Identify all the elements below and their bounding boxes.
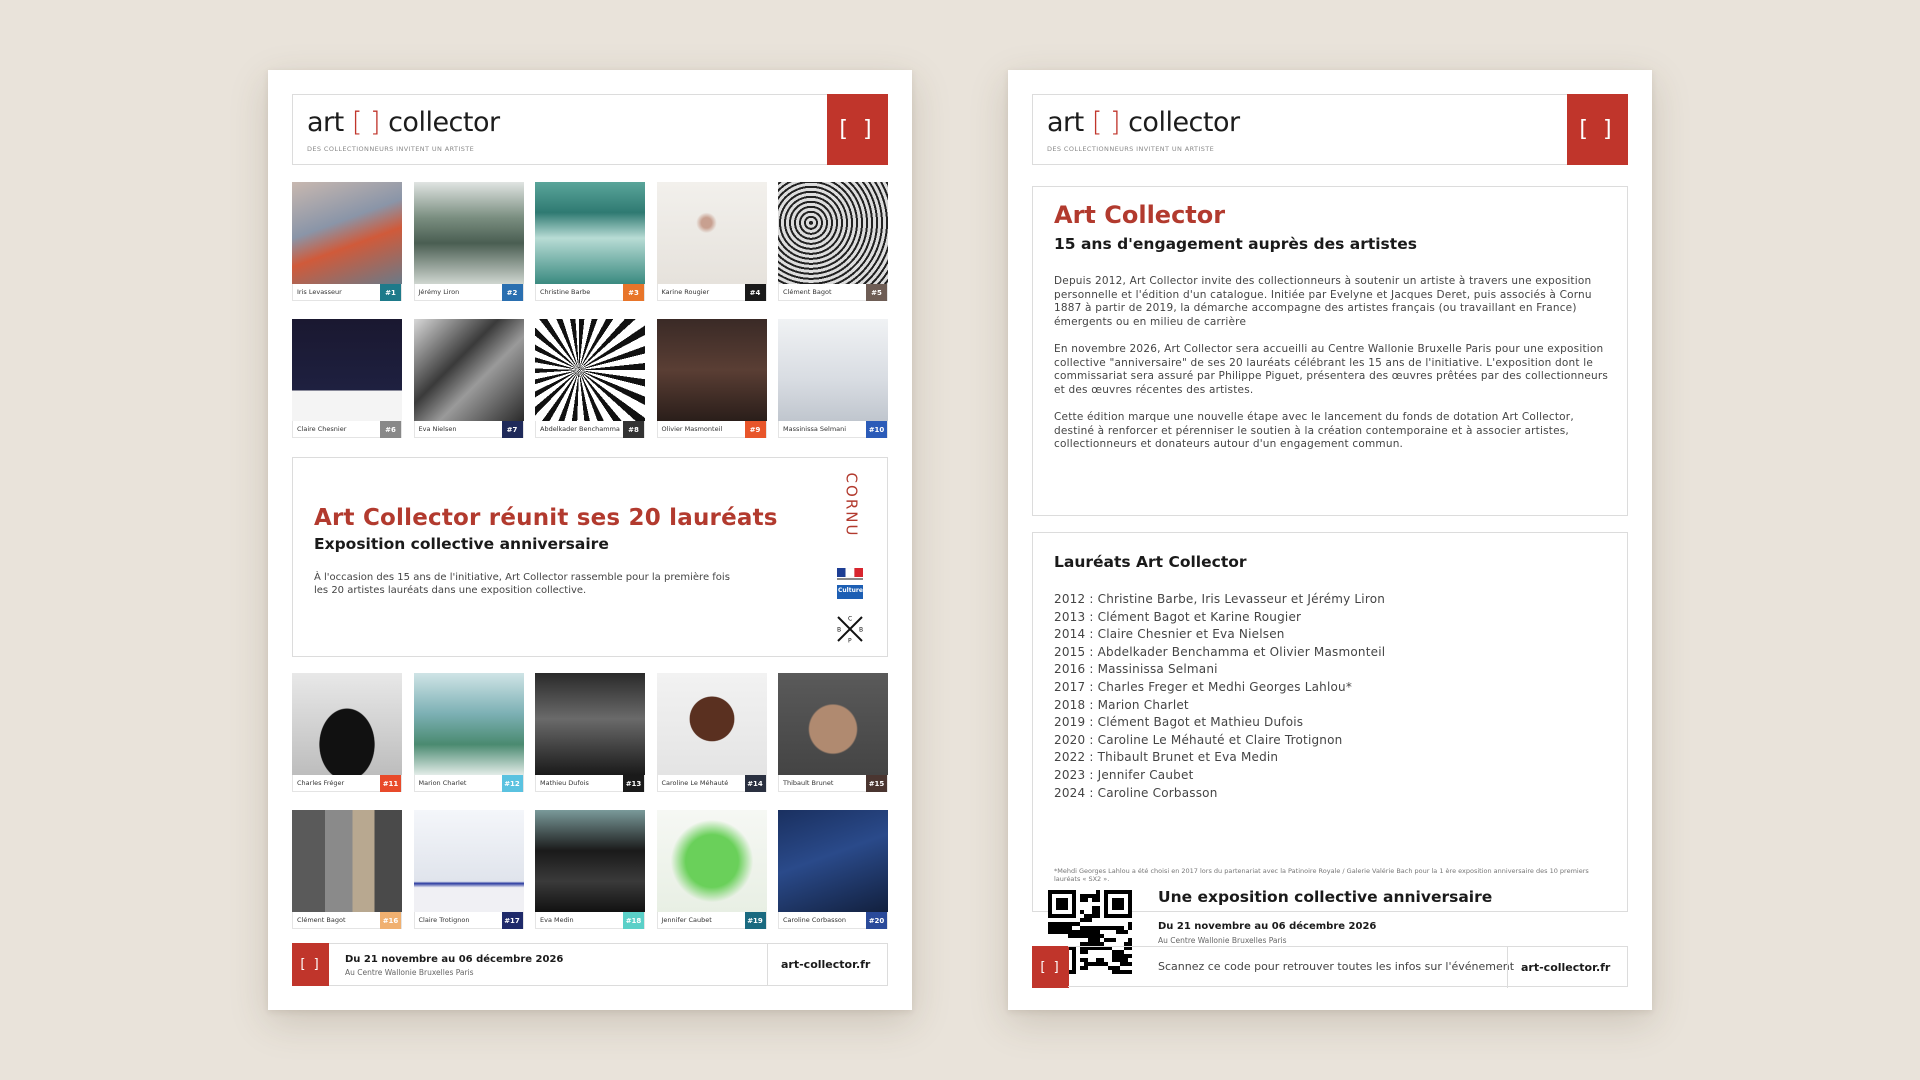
laureate-entry: 2013 : Clément Bagot et Karine Rougier: [1054, 609, 1302, 624]
artist-tile: [778, 182, 888, 303]
artist-caption: [657, 284, 767, 301]
artist-caption: [292, 775, 402, 792]
artist-tile: [292, 673, 402, 794]
artwork-image: [414, 810, 524, 912]
artist-number-badge: #7: [502, 421, 523, 438]
artwork-image: [657, 319, 767, 421]
back-venue: Au Centre Wallonie Bruxelles Paris: [1158, 936, 1287, 945]
artist-number-badge: #20: [866, 912, 887, 929]
artist-number-badge: #1: [380, 284, 401, 301]
artist-number-badge: #2: [502, 284, 523, 301]
artist-caption: [535, 912, 645, 929]
laureate-entry: 2024 : Caroline Corbasson: [1054, 785, 1218, 800]
artist-number-badge: #18: [623, 912, 644, 929]
artwork-image: [657, 673, 767, 775]
artist-name: Caroline Le Méhauté: [661, 779, 729, 787]
artist-tile: [657, 673, 767, 794]
artist-caption: [414, 284, 524, 301]
artist-name: Thibault Brunet: [783, 779, 834, 787]
front-title: Art Collector réunit ses 20 lauréats: [314, 505, 778, 531]
laureates-footnote: *Mehdi Georges Lahlou a été choisi en 2017 lors du partenariat avec la Patinoire Royale / Galerie Valérie Bach pour la 1 ère exposition anniversaire des 10 premiers lauréats « SX2 ».: [1054, 867, 1589, 883]
artist-number-badge: #14: [745, 775, 766, 792]
artist-tile: [414, 319, 524, 440]
artist-tile: [778, 319, 888, 440]
artwork-image: [778, 182, 888, 284]
about-paragraph-2: En novembre 2026, Art Collector sera accueilli au Centre Wallonie Bruxelle Paris pour une exposition collective "anniversaire" de ses 20 lauréats célébrant les 15 ans de l'initiative. L'exposition dont le commissariat sera assuré par Philippe Piguet, présentera des œuvres prêtées par des collectionneurs et des œuvres récentes des artistes.: [1054, 343, 1609, 396]
artist-number-badge: #15: [866, 775, 887, 792]
artist-number-badge: #17: [502, 912, 523, 929]
back-footer: [1068, 946, 1628, 987]
artist-caption: [778, 775, 888, 792]
logo-square-mark: [ ]: [827, 94, 888, 165]
artist-tile: [535, 319, 645, 440]
artwork-image: [292, 182, 402, 284]
laureate-entry: 2015 : Abdelkader Benchamma et Olivier Masmonteil: [1054, 644, 1386, 659]
artist-name: Jennifer Caubet: [661, 916, 712, 924]
artwork-image: [535, 319, 645, 421]
artist-number-badge: #10: [866, 421, 887, 438]
footer-square-mark: [ ]: [292, 943, 329, 986]
about-paragraph-1: Depuis 2012, Art Collector invite des collectionneurs à soutenir un artiste à travers une exposition personnelle et l'édition d'un catalogue. Initiée par Evelyne et Jacques Deret, puis associés à Cornu 1887 à partir de 2019, la démarche accompagne des artistes français (ou travaillant en France) émergents ou en milieu de carrière: [1054, 275, 1592, 328]
laureates-list: [1054, 591, 1385, 802]
artist-name: Olivier Masmonteil: [661, 425, 723, 433]
tagline: DES COLLECTIONNEURS INVITENT UN ARTISTE: [1047, 145, 1215, 153]
artwork-image: [414, 673, 524, 775]
artwork-image: [778, 810, 888, 912]
artist-tile: [657, 810, 767, 931]
artwork-image: [292, 319, 402, 421]
artist-tile: [657, 319, 767, 440]
artist-number-badge: #5: [866, 284, 887, 301]
artist-name: Claire Chesnier: [297, 425, 347, 433]
artist-caption: [292, 421, 402, 438]
artwork-image: [414, 182, 524, 284]
laureate-entry: 2012 : Christine Barbe, Iris Levasseur et Jérémy Liron: [1054, 592, 1386, 606]
artist-caption: [778, 284, 888, 301]
artist-number-badge: #13: [623, 775, 644, 792]
artist-name: Eva Nielsen: [418, 425, 457, 433]
artist-tile: [535, 673, 645, 794]
artist-caption: [292, 284, 402, 301]
laureate-entry: 2019 : Clément Bagot et Mathieu Dufois: [1054, 715, 1304, 730]
laureate-entry: 2018 : Marion Charlet: [1054, 697, 1189, 712]
artist-number-badge: #8: [623, 421, 644, 438]
logo: art [ ] collector: [307, 107, 500, 138]
artist-number-badge: #12: [502, 775, 523, 792]
artwork-image: [292, 810, 402, 912]
svg-text:P: P: [848, 637, 852, 644]
artist-name: Caroline Corbasson: [783, 916, 846, 924]
laureate-entry: 2017 : Charles Freger et Medhi Georges Lahlou*: [1054, 679, 1353, 694]
laureate-entry: 2022 : Thibault Brunet et Eva Medin: [1054, 750, 1279, 765]
flyer-front: [268, 70, 912, 1010]
laureate-entry: 2020 : Caroline Le Méhauté et Claire Trotignon: [1054, 732, 1343, 747]
artist-tile: [778, 673, 888, 794]
svg-text:B: B: [859, 626, 864, 634]
website-link[interactable]: art-collector.fr: [781, 958, 871, 971]
artwork-image: [778, 319, 888, 421]
artist-caption: [535, 284, 645, 301]
website-link[interactable]: art-collector.fr: [1521, 961, 1611, 974]
artwork-image: [657, 810, 767, 912]
laureate-entry: 2023 : Jennifer Caubet: [1054, 767, 1194, 782]
artist-caption: [778, 912, 888, 929]
svg-text:B: B: [837, 626, 842, 634]
artist-tile: [414, 182, 524, 303]
artist-name: Jérémy Liron: [418, 288, 460, 296]
front-subtitle: Exposition collective anniversaire: [314, 535, 609, 553]
artist-name: Mathieu Dufois: [540, 779, 589, 787]
artist-name: Karine Rougier: [661, 288, 710, 296]
artist-name: Iris Levasseur: [297, 288, 342, 296]
laureate-entry: 2014 : Claire Chesnier et Eva Nielsen: [1054, 627, 1285, 642]
artist-caption: [657, 912, 767, 929]
artwork-image: [535, 182, 645, 284]
artist-tile: [535, 810, 645, 931]
artist-number-badge: #4: [745, 284, 766, 301]
artist-number-badge: #19: [745, 912, 766, 929]
artist-name: Clément Bagot: [783, 288, 832, 296]
artist-caption: [292, 912, 402, 929]
front-footer: [292, 943, 888, 986]
footer-venue: Au Centre Wallonie Bruxelles Paris: [345, 968, 474, 977]
artist-tile: [414, 673, 524, 794]
artist-name: Eva Medin: [540, 916, 574, 924]
about-box: [1032, 186, 1628, 516]
artist-number-badge: #3: [623, 284, 644, 301]
front-text: À l'occasion des 15 ans de l'initiative, Art Collector rassemble pour la première fois les 20 artistes lauréats dans une exposition collective.: [314, 572, 730, 596]
logo: art [ ] collector: [1047, 107, 1240, 138]
back-header: [1032, 94, 1628, 165]
laureates-title: Lauréats Art Collector: [1054, 553, 1247, 571]
artist-name: Massinissa Selmani: [783, 425, 847, 433]
footer-date: Du 21 novembre au 06 décembre 2026: [345, 954, 564, 965]
artist-tile: [535, 182, 645, 303]
artist-grid-bottom: [292, 673, 888, 931]
tagline: DES COLLECTIONNEURS INVITENT UN ARTISTE: [307, 145, 475, 153]
artist-tile: [292, 810, 402, 931]
flyer-back: [1008, 70, 1652, 1010]
republique-francaise-logo: [837, 568, 863, 580]
artwork-image: [778, 673, 888, 775]
scan-instruction: Scannez ce code pour retrouver toutes les infos sur l'événement: [1158, 960, 1515, 973]
artist-name: Clément Bagot: [297, 916, 346, 924]
artist-name: Claire Trotignon: [418, 916, 470, 924]
artist-tile: [292, 319, 402, 440]
laureate-entry: 2016 : Massinissa Selmani: [1054, 662, 1218, 677]
artwork-image: [535, 810, 645, 912]
footer-square-mark: [ ]: [1032, 946, 1069, 988]
front-header: [292, 94, 888, 165]
about-title: Art Collector: [1054, 201, 1226, 229]
artwork-image: [292, 673, 402, 775]
artist-caption: [414, 775, 524, 792]
artist-name: Marion Charlet: [418, 779, 467, 787]
artist-number-badge: #16: [380, 912, 401, 929]
artist-caption: [778, 421, 888, 438]
about-subtitle: 15 ans d'engagement auprès des artistes: [1054, 235, 1417, 253]
artist-number-badge: #11: [380, 775, 401, 792]
back-date: Du 21 novembre au 06 décembre 2026: [1158, 921, 1377, 932]
artist-grid-top: [292, 182, 888, 440]
artwork-image: [535, 673, 645, 775]
front-info-box: [292, 457, 888, 657]
artist-name: Christine Barbe: [540, 288, 591, 296]
sponsor-logos: [833, 474, 873, 644]
artwork-image: [414, 319, 524, 421]
artist-caption: [657, 421, 767, 438]
artist-caption: [414, 912, 524, 929]
cbbp-logo: [835, 614, 865, 644]
artist-caption: [657, 775, 767, 792]
svg-text:C: C: [848, 615, 853, 623]
artist-tile: [657, 182, 767, 303]
cornu-logo: CORNU: [842, 472, 861, 538]
artwork-image: [657, 182, 767, 284]
artist-caption: [535, 421, 645, 438]
logo-square-mark: [ ]: [1567, 94, 1628, 165]
footer-url-box[interactable]: [1507, 947, 1627, 988]
artist-caption: [414, 421, 524, 438]
about-paragraph-3: Cette édition marque une nouvelle étape avec le lancement du fonds de dotation Art Collector, destiné à renforcer et pérenniser le soutien à la création contemporaine et à associer artistes, collectionneurs et donateurs autour d'un engagement commun.: [1054, 411, 1574, 450]
artist-name: Charles Fréger: [297, 779, 345, 787]
artist-name: Abdelkader Benchamma: [540, 425, 620, 433]
artist-tile: [292, 182, 402, 303]
artist-tile: [414, 810, 524, 931]
artist-caption: [535, 775, 645, 792]
artist-number-badge: #9: [745, 421, 766, 438]
artist-number-badge: #6: [380, 421, 401, 438]
footer-url-box[interactable]: [767, 944, 887, 985]
culture-logo: Culture: [837, 585, 863, 599]
laureates-box: [1032, 532, 1628, 912]
back-expo-title: Une exposition collective anniversaire: [1158, 888, 1493, 906]
artist-tile: [778, 810, 888, 931]
